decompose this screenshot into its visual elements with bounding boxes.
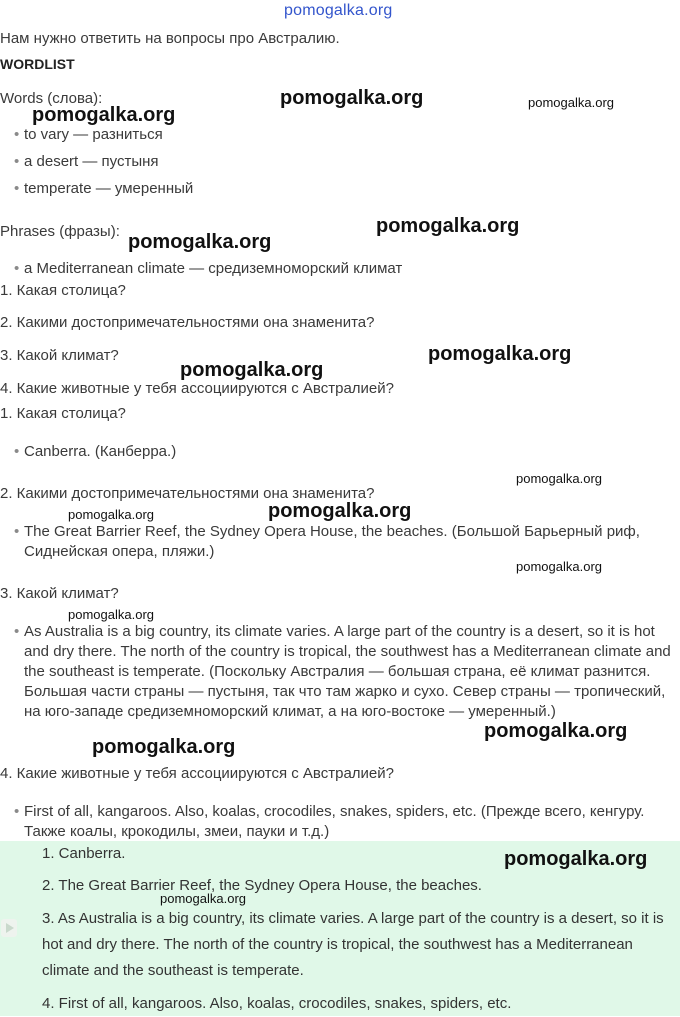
answer-item: 2. The Great Barrier Reef, the Sydney Opera House, the beaches. xyxy=(42,877,482,894)
question-item: 4. Какие животные у тебя ассоциируются с Австралией? xyxy=(0,380,394,397)
play-icon[interactable] xyxy=(1,919,17,937)
wordlist-title: WORDLIST xyxy=(0,56,75,72)
qa-answer: • The Great Barrier Reef, the Sydney Opera House, the beaches. (Большой Барьерный риф, Сиднейская опера, пляжи.) xyxy=(14,523,640,560)
answer-item: 1. Canberra. xyxy=(42,845,126,862)
qa-question: 1. Какая столица? xyxy=(0,405,126,422)
watermark: pomogalka.org xyxy=(516,471,602,486)
watermark: pomogalka.org xyxy=(180,359,324,381)
qa-answer: • As Australia is a big country, its climate varies. A large part of the country is a desert, so it is hot and dry there. The north of the country is tropical, the southwest has a Mediterranean climate and the southeast is temperate. (Поскольку Австралия — большая страна, её климат разнится. Большая части страны — пустыня, так что там жарко и сухо. Север страны — тропический, на юго-западе средиземноморский климат, а на юго-востоке — умеренный.) xyxy=(14,623,671,720)
qa-question: 2. Какими достопримечательностями она знаменита? xyxy=(0,485,375,502)
words-label: Words (слова): xyxy=(0,90,103,107)
watermark: pomogalka.org xyxy=(280,87,424,109)
watermark: pomogalka.org xyxy=(516,559,602,574)
list-item: • to vary — разниться xyxy=(14,126,163,143)
watermark: pomogalka.org xyxy=(428,343,572,365)
answer-item: 3. As Australia is a big country, its climate varies. A large part of the country is a desert, so it is hot and dry there. The north of the country is tropical, the southwest has a Mediterranean climate and the southeast is temperate. xyxy=(42,910,664,979)
watermark: pomogalka.org xyxy=(128,231,272,253)
watermark: pomogalka.org xyxy=(68,507,154,522)
watermark: pomogalka.org xyxy=(376,215,520,237)
question-item: 2. Какими достопримечательностями она знаменита? xyxy=(0,314,375,331)
qa-answer: • First of all, kangaroos. Also, koalas, crocodiles, snakes, spiders, etc. (Прежде всего, кенгуру. Также коалы, крокодилы, змеи, пауки и т.д.) xyxy=(14,803,645,840)
watermark: pomogalka.org xyxy=(504,848,648,870)
watermark: pomogalka.org xyxy=(68,607,154,622)
question-item: 3. Какой климат? xyxy=(0,347,119,364)
list-item: • a Mediterranean climate — средиземноморский климат xyxy=(14,260,403,277)
list-item: • temperate — умеренный xyxy=(14,180,194,197)
qa-question: 4. Какие животные у тебя ассоциируются с Австралией? xyxy=(0,765,394,782)
watermark: pomogalka.org xyxy=(32,104,176,126)
watermark: pomogalka.org xyxy=(92,736,236,758)
answer-item: 4. First of all, kangaroos. Also, koalas, crocodiles, snakes, spiders, etc. xyxy=(42,995,512,1012)
phrases-label: Phrases (фразы): xyxy=(0,223,120,240)
intro-text: Нам нужно ответить на вопросы про Австралию. xyxy=(0,30,340,47)
qa-question: 3. Какой климат? xyxy=(0,585,119,602)
watermark: pomogalka.org xyxy=(528,95,614,110)
question-item: 1. Какая столица? xyxy=(0,282,126,299)
watermark-top-link[interactable]: pomogalka.org xyxy=(284,2,393,19)
qa-answer: • Canberra. (Канберра.) xyxy=(14,443,177,460)
list-item: • a desert — пустыня xyxy=(14,153,159,170)
watermark: pomogalka.org xyxy=(160,891,246,906)
watermark: pomogalka.org xyxy=(268,500,412,522)
watermark: pomogalka.org xyxy=(484,720,628,742)
